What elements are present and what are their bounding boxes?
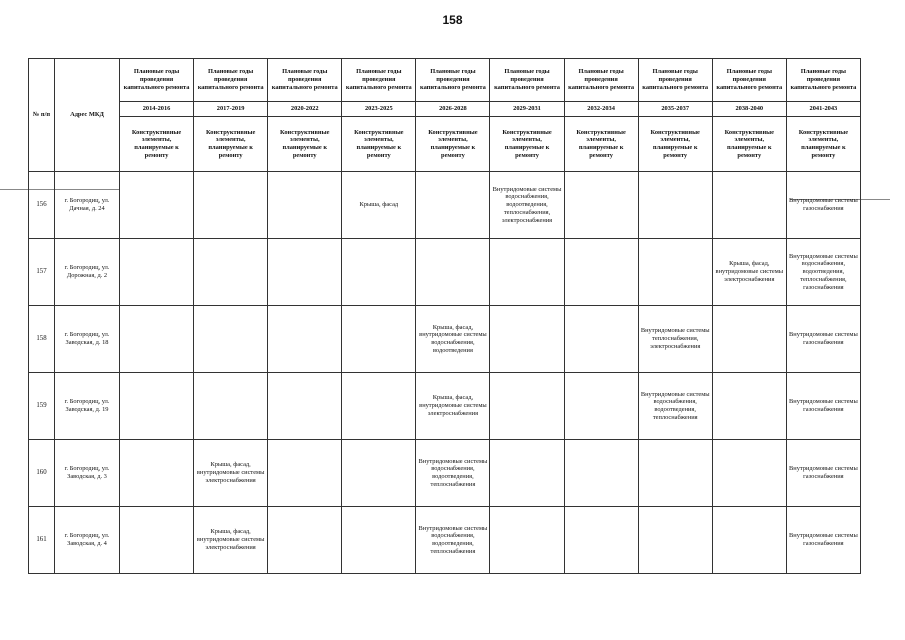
row-cell-2017-2019 — [194, 373, 268, 440]
row-cell-2014-2016 — [120, 440, 194, 507]
row-cell-2029-2031 — [490, 306, 564, 373]
row-number: 161 — [29, 507, 55, 574]
header-planned-years-2: Плановые годы проведения капитального ремонта — [268, 59, 342, 102]
table-row — [29, 239, 861, 306]
page-number: 158 — [442, 13, 463, 27]
header-period-0: 2014-2016 — [120, 102, 194, 117]
header-period-6: 2032-2034 — [564, 102, 638, 117]
row-address: г. Богородиц, ул. Заводская, д. 3 — [55, 440, 120, 507]
row-cell-2017-2019 — [194, 172, 268, 239]
header-row-elements — [29, 117, 861, 172]
header-elements-9: Конструктивные элементы, планируемые к ремонту — [786, 117, 860, 172]
header-period-7: 2035-2037 — [638, 102, 712, 117]
row-address: г. Богородиц, ул. Заводская, д. 4 — [55, 507, 120, 574]
row-cell-2014-2016 — [120, 507, 194, 574]
row-number: 156 — [29, 172, 55, 239]
table-row — [29, 172, 861, 239]
row-cell-2038-2040 — [712, 373, 786, 440]
row-cell-2032-2034 — [564, 373, 638, 440]
row-cell-2041-2043: Внутридомовые системы газоснабжения — [786, 306, 860, 373]
header-elements-2: Конструктивные элементы, планируемые к ремонту — [268, 117, 342, 172]
row-address: г. Богородиц, ул. Дорожная, д. 2 — [55, 239, 120, 306]
header-elements-1: Конструктивные элементы, планируемые к ремонту — [194, 117, 268, 172]
row-cell-2023-2025 — [342, 373, 416, 440]
row-cell-2023-2025 — [342, 306, 416, 373]
row-number: 159 — [29, 373, 55, 440]
row-cell-2020-2022 — [268, 172, 342, 239]
row-cell-2041-2043: Внутридомовые системы газоснабжения — [786, 507, 860, 574]
header-planned-years-3: Плановые годы проведения капитального ремонта — [342, 59, 416, 102]
row-cell-2026-2028: Внутридомовые системы водоснабжения, водоотведения, теплоснабжения — [416, 440, 490, 507]
row-cell-2026-2028 — [416, 172, 490, 239]
header-planned-years-7: Плановые годы проведения капитального ремонта — [638, 59, 712, 102]
row-cell-2029-2031 — [490, 507, 564, 574]
row-cell-2035-2037 — [638, 507, 712, 574]
table-row — [29, 507, 861, 574]
row-cell-2026-2028: Крыша, фасад, внутридомовые системы водоснабжения, водоотведения — [416, 306, 490, 373]
row-cell-2035-2037 — [638, 440, 712, 507]
table-row — [29, 440, 861, 507]
row-cell-2014-2016 — [120, 306, 194, 373]
header-planned-years-8: Плановые годы проведения капитального ремонта — [712, 59, 786, 102]
row-cell-2020-2022 — [268, 440, 342, 507]
row-cell-2014-2016 — [120, 373, 194, 440]
row-cell-2029-2031: Внутридомовые системы водоснабжения, водоотведения, теплоснабжения, электроснабжения — [490, 172, 564, 239]
header-planned-years-9: Плановые годы проведения капитального ремонта — [786, 59, 860, 102]
row-cell-2017-2019: Крыша, фасад, внутридомовые системы электроснабжения — [194, 440, 268, 507]
header-planned-years-5: Плановые годы проведения капитального ремонта — [490, 59, 564, 102]
row-cell-2038-2040 — [712, 440, 786, 507]
row-cell-2038-2040 — [712, 306, 786, 373]
row-cell-2026-2028: Внутридомовые системы водоснабжения, водоотведения, теплоснабжения — [416, 507, 490, 574]
row-cell-2035-2037: Внутридомовые системы теплоснабжения, электроснабжения — [638, 306, 712, 373]
row-cell-2023-2025 — [342, 507, 416, 574]
row-cell-2029-2031 — [490, 239, 564, 306]
header-period-5: 2029-2031 — [490, 102, 564, 117]
row-cell-2014-2016 — [120, 239, 194, 306]
header-number: № п/п — [29, 59, 55, 172]
row-cell-2026-2028 — [416, 239, 490, 306]
table-row — [29, 306, 861, 373]
header-planned-years-6: Плановые годы проведения капитального ремонта — [564, 59, 638, 102]
row-number: 158 — [29, 306, 55, 373]
row-cell-2017-2019: Крыша, фасад, внутридомовые системы электроснабжения — [194, 507, 268, 574]
table-row — [29, 373, 861, 440]
row-cell-2038-2040: Крыша, фасад, внутридомовые системы электроснабжения — [712, 239, 786, 306]
row-address: г. Богородиц, ул. Заводская, д. 19 — [55, 373, 120, 440]
row-cell-2035-2037 — [638, 239, 712, 306]
row-cell-2020-2022 — [268, 507, 342, 574]
row-cell-2014-2016 — [120, 172, 194, 239]
row-cell-2032-2034 — [564, 306, 638, 373]
row-cell-2038-2040 — [712, 172, 786, 239]
row-cell-2041-2043: Внутридомовые системы газоснабжения — [786, 373, 860, 440]
capital-repair-table — [28, 58, 861, 574]
row-cell-2020-2022 — [268, 306, 342, 373]
header-period-9: 2041-2043 — [786, 102, 860, 117]
header-elements-3: Конструктивные элементы, планируемые к ремонту — [342, 117, 416, 172]
header-elements-7: Конструктивные элементы, планируемые к ремонту — [638, 117, 712, 172]
header-elements-5: Конструктивные элементы, планируемые к ремонту — [490, 117, 564, 172]
row-number: 157 — [29, 239, 55, 306]
header-elements-4: Конструктивные элементы, планируемые к ремонту — [416, 117, 490, 172]
row-cell-2041-2043: Внутридомовые системы газоснабжения — [786, 440, 860, 507]
row-cell-2035-2037: Внутридомовые системы водоснабжения, водоотведения, теплоснабжения — [638, 373, 712, 440]
row-cell-2020-2022 — [268, 239, 342, 306]
row-cell-2029-2031 — [490, 440, 564, 507]
header-period-2: 2020-2022 — [268, 102, 342, 117]
row-cell-2026-2028: Крыша, фасад, внутридомовые системы электроснабжения — [416, 373, 490, 440]
row-cell-2032-2034 — [564, 440, 638, 507]
row-cell-2017-2019 — [194, 306, 268, 373]
row-cell-2038-2040 — [712, 507, 786, 574]
header-row-periods — [29, 102, 861, 117]
row-cell-2023-2025 — [342, 239, 416, 306]
row-cell-2032-2034 — [564, 172, 638, 239]
header-elements-8: Конструктивные элементы, планируемые к ремонту — [712, 117, 786, 172]
row-cell-2023-2025: Крыша, фасад — [342, 172, 416, 239]
header-period-1: 2017-2019 — [194, 102, 268, 117]
header-address: Адрес МКД — [55, 59, 120, 172]
row-cell-2017-2019 — [194, 239, 268, 306]
row-cell-2023-2025 — [342, 440, 416, 507]
header-period-8: 2038-2040 — [712, 102, 786, 117]
header-planned-years-0: Плановые годы проведения капитального ремонта — [120, 59, 194, 102]
row-cell-2032-2034 — [564, 239, 638, 306]
header-planned-years-1: Плановые годы проведения капитального ремонта — [194, 59, 268, 102]
row-cell-2041-2043: Внутридомовые системы газоснабжения — [786, 172, 860, 239]
row-cell-2035-2037 — [638, 172, 712, 239]
row-cell-2041-2043: Внутридомовые системы водоснабжения, водоотведения, теплоснабжения, газоснабжения — [786, 239, 860, 306]
header-period-3: 2023-2025 — [342, 102, 416, 117]
header-elements-0: Конструктивные элементы, планируемые к ремонту — [120, 117, 194, 172]
row-address: г. Богородиц, ул. Дачная, д. 24 — [55, 172, 120, 239]
row-address: г. Богородиц, ул. Заводская, д. 18 — [55, 306, 120, 373]
row-cell-2032-2034 — [564, 507, 638, 574]
row-cell-2029-2031 — [490, 373, 564, 440]
header-elements-6: Конструктивные элементы, планируемые к ремонту — [564, 117, 638, 172]
header-period-4: 2026-2028 — [416, 102, 490, 117]
header-planned-years-4: Плановые годы проведения капитального ремонта — [416, 59, 490, 102]
header-row-years — [29, 59, 861, 102]
row-number: 160 — [29, 440, 55, 507]
row-cell-2020-2022 — [268, 373, 342, 440]
